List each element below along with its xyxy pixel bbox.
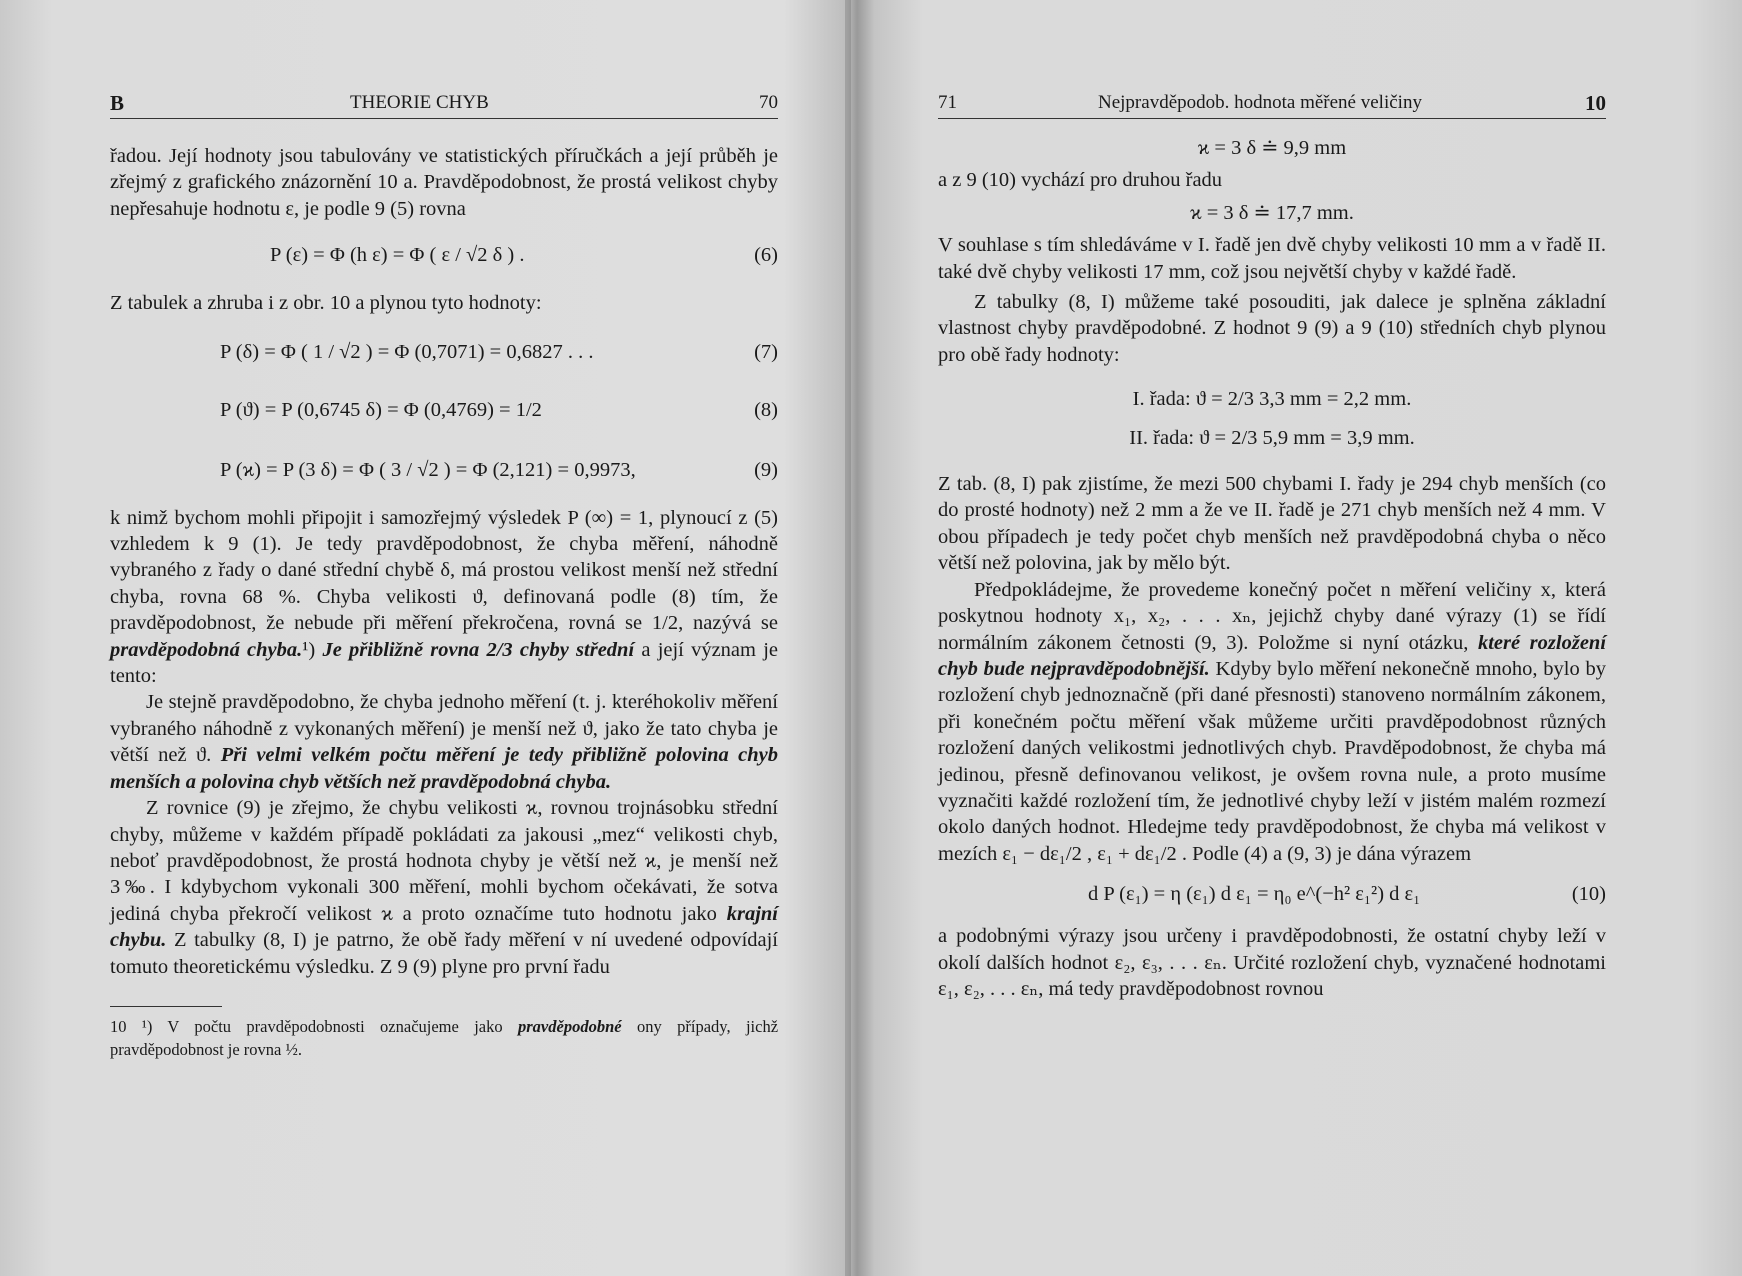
paragraph: Z tabulky (8, I) můžeme také posouditi, jak dalece je splněna základní vlastnost chyby pravděpodobné. Z hodnot 9 (9) a 9 (10) středních chyb plynou pro obě řady hodnoty: — [938, 291, 1606, 366]
page-number: 71 — [938, 91, 957, 113]
right-running-head — [938, 88, 1606, 119]
page-number: 70 — [759, 91, 778, 113]
footnote-mark: ¹) — [302, 638, 316, 661]
left-page — [110, 88, 778, 1061]
equation-line: ϰ = 3 δ ≐ 17,7 mm. — [1190, 201, 1354, 224]
text-run: Z tabulky (8, I) je patrno, že obě řady měření v ní uvedené odpovídají tomuto theoretickému výsledku. Z 9 (9) plyne pro první řadu — [110, 929, 779, 978]
book-gutter — [845, 0, 851, 1276]
emphasis: krajní chybu. — [110, 902, 778, 952]
equation-number: (6) — [754, 244, 778, 267]
equation-number: (9) — [754, 458, 778, 481]
paragraph: a podobnými výrazy jsou určeny i pravděpodobnosti, že ostatní chyby leží v okolí dalších hodnot ε₂, ε₃, . . . εₙ. Určité rozložení chyb, vyznačené hodnotami ε₁, ε₂, . . . εₙ, má tedy pravděpodobnost rovnou — [938, 925, 1606, 1000]
equation-8 — [110, 385, 778, 437]
equation-6 — [110, 230, 778, 282]
equation-line: I. řada: ϑ = 2/3 3,3 mm = 2,2 mm. — [1132, 388, 1412, 411]
paragraph: Z tab. (8, I) pak zjistíme, že mezi 500 chybami I. řady je 294 chyb menších (co do prosté hodnoty) než 2 mm a že ve II. řadě je 271 chyb menších než 4 mm. V obou případech je tedy počet chyb menších než pravděpodobná chyba o něco větší než polovina, jak by mělo být. — [938, 473, 1606, 575]
text-run: a její význam je tento: — [110, 638, 778, 688]
right-page — [938, 88, 1606, 1002]
text-run: Z rovnice (9) je zřejmo, že chybu velikosti ϰ, rovnou trojnásobku střední chyby, můžeme v každém případě pokládati za jakousi „mez“ velikosti chyb, neboť pravděpodobnost, že prostá hodnota chyby je větší než ϰ, je menší než 3‰. I kdybychom vykonali 300 měření, mohli bychom očekávati, že sotva jediná chyba překročí velikost ϰ a proto označíme tuto hodnotu jako — [110, 797, 778, 925]
text-run: ony případy, jichž pravděpodobnost je rovna ½. — [110, 1016, 779, 1059]
text-run: 10 ¹) V počtu pravděpodobnosti označujeme jako — [110, 1016, 503, 1036]
equation-number: (8) — [754, 398, 778, 421]
section-number: 10 — [1585, 90, 1606, 115]
paragraph — [938, 577, 1606, 867]
text-run: Kdyby bylo měření nekonečně mnoho, bylo by rozložení chyb jednoznačně (při dané přesnosti) stanoveno normálním zákonem, při konečném počtu měření však můžeme určiti pravděpodobnost různých rozložení daných velikostmi jednotlivých chyb. Pravděpodobnost, že chyba má jedinou, přesně definovanou velikost, je ovšem rovna nule, a proto musíme vyznačiti každé rozložení tím, že jednotlivé chyby leží v jistém malém rozmezí okolo daných hodnot. Hledejme tedy pravděpodobnost, že chyba má velikost v mezích ε₁ − dε₁/2 , ε₁ + dε₁/2 . Podle (4) a (9, 3) je dána výrazem — [938, 657, 1607, 865]
equation-text: P (ϑ) = P (0,6745 δ) = Φ (0,4769) = 1/2 — [220, 398, 542, 421]
paragraph: V souhlase s tím shledáváme v I. řadě jen dvě chyby velikosti 10 mm a v řadě II. také dvě chyby velikosti 17 mm, což jsou největší chyby v každé řadě. — [938, 234, 1606, 283]
paragraph — [110, 689, 778, 795]
equation-number: (7) — [754, 340, 778, 363]
equation-10 — [938, 875, 1606, 915]
equation-text: P (δ) = Φ ( 1 / √2 ) = Φ (0,7071) = 0,6827 . . . — [220, 340, 594, 363]
footnote-rule — [110, 1006, 222, 1007]
section-letter: B — [110, 90, 125, 115]
emphasis: pravděpodobné — [518, 1016, 622, 1036]
equation-text: P (ϰ) = P (3 δ) = Φ ( 3 / √2 ) = Φ (2,121) = 0,9973, — [220, 458, 636, 481]
equation-9 — [110, 445, 778, 497]
running-title: Nejpravděpodob. hodnota měřené veličiny — [1098, 91, 1422, 113]
emphasis: Je přibližně rovna 2/3 chyby střední — [322, 638, 635, 661]
equation-line: ϰ = 3 δ ≐ 9,9 mm — [1197, 137, 1347, 159]
emphasis: pravděpodobná chyba. — [110, 638, 303, 661]
emphasis: Při velmi velkém počtu měření je tedy přibližně polovina chyb menších a polovina chyb větších než pravděpodobná chyba. — [110, 744, 778, 793]
paragraph: a z 9 (10) vychází pro druhou řadu — [938, 169, 1223, 192]
paragraph: řadou. Její hodnoty jsou tabulovány ve statistických příručkách a její průběh je zřejmý z grafického znázornění 10 a. Pravděpodobnost, že prostá velikost chyby nepřesahuje hodnotu ε, je podle 9 (5) rovna — [110, 145, 778, 220]
equation-text: d P (ε₁) = η (ε₁) d ε₁ = η₀ e^(−h² ε₁²) d ε₁ — [1088, 883, 1421, 906]
footnote — [110, 1015, 778, 1061]
equation-text: P (ε) = Φ (h ε) = Φ ( ε / √2 δ ) . — [270, 244, 525, 267]
left-running-head — [110, 88, 778, 119]
equation-line: II. řada: ϑ = 2/3 5,9 mm = 3,9 mm. — [1129, 426, 1415, 449]
running-title: THEORIE CHYB — [350, 91, 489, 113]
text-run: k nimž bychom mohli připojit i samozřejmý výsledek P (∞) = 1, plynoucí z (5) vzhledem k 9 (1). Je tedy pravděpodobnost, že chyba měření, náhodně vybraného z řady o dané střední chybě δ, má prostou velikost menší než střední chyba, rovna 68 %. Chyba velikosti ϑ, definovaná podle (8) tím, že pravděpodobnost, že nebude při měření překročena, rovná se 1/2, nazývá se — [110, 506, 778, 635]
paragraph — [110, 505, 778, 690]
equation-number: (10) — [1571, 883, 1606, 906]
equation-7 — [110, 325, 778, 377]
emphasis: které rozložení chyb bude nejpravděpodobnější. — [938, 631, 1607, 680]
paragraph — [110, 795, 778, 980]
text-run: Je stejně pravděpodobno, že chyba jednoho měření (t. j. kteréhokoliv měření vybraného náhodně z vykonaných měření) je menší než ϑ, jako že tato chyba je větší než ϑ. — [110, 691, 778, 767]
text-run: Předpokládejme, že provedeme konečný počet n měření veličiny x, která poskytnou hodnoty x₁, x₂, . . . xₙ, jejichž chyby dané výrazy (1) se řídí normálním zákonem četnosti (9, 3). Položme si nyní otázku, — [938, 578, 1606, 654]
paragraph: Z tabulek a zhruba i z obr. 10 a plynou tyto hodnoty: — [110, 292, 542, 315]
